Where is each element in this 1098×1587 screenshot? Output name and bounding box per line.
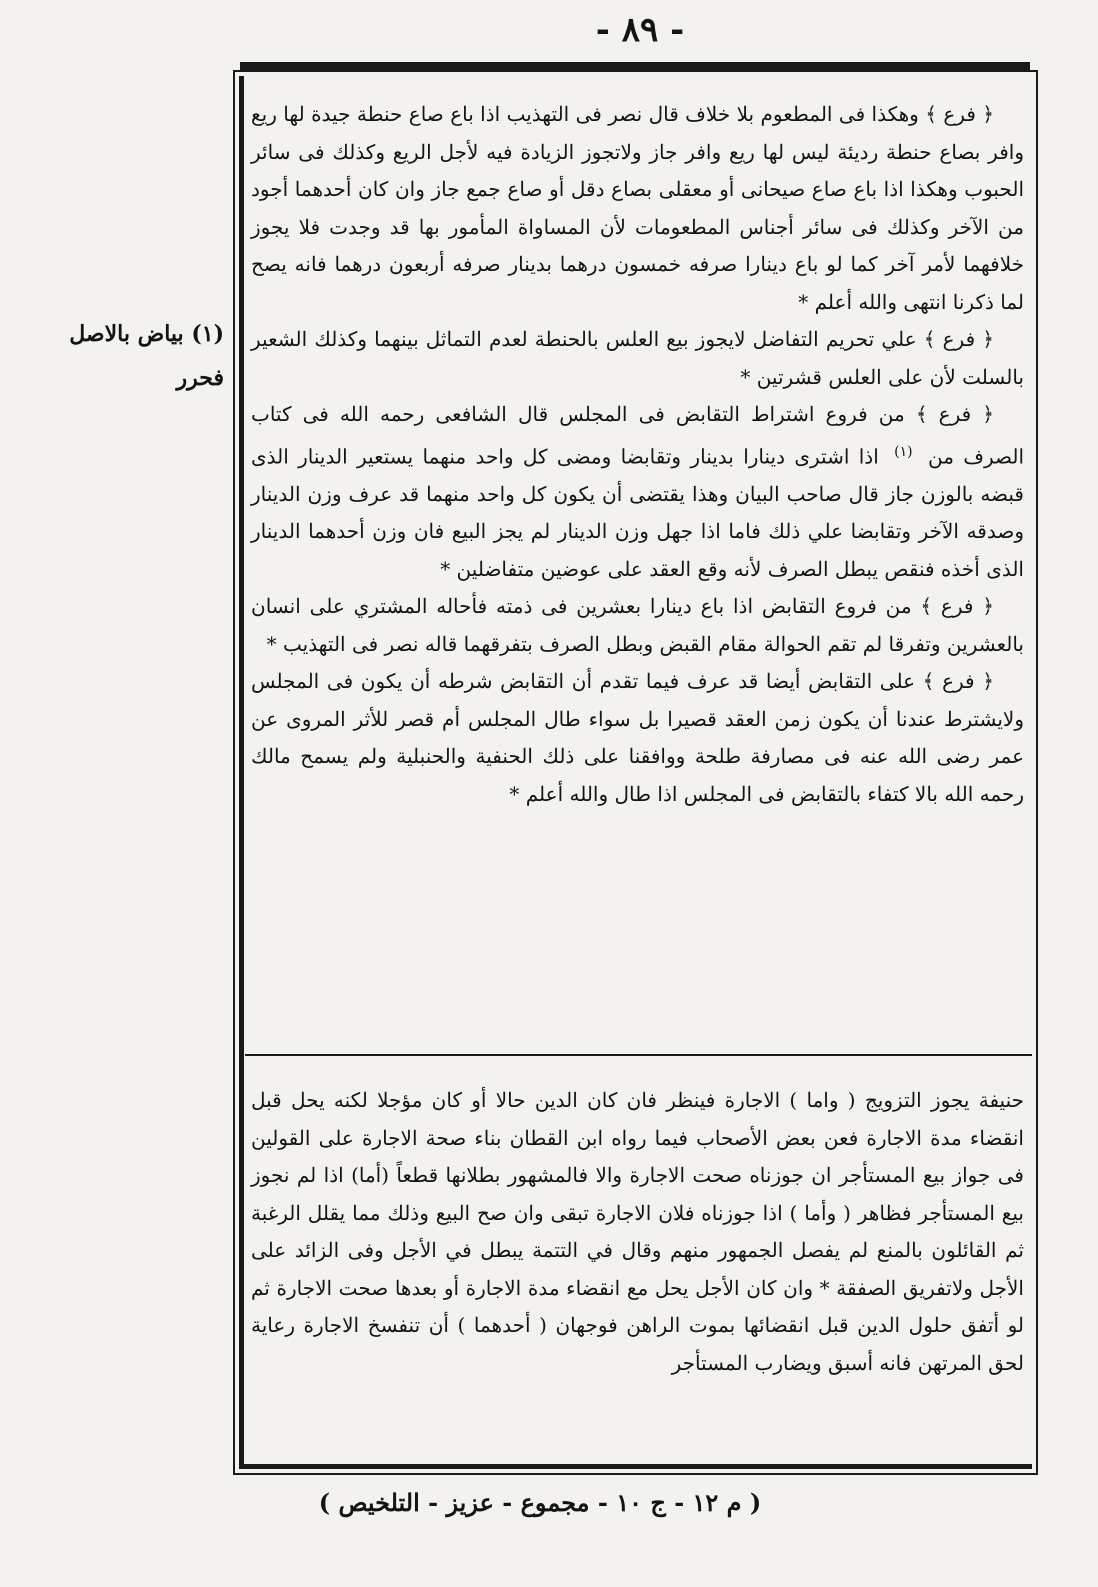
main-text bbox=[251, 96, 1024, 813]
paragraph: ﴿ فرع ﴾ علي تحريم التفاضل لايجوز بيع العلس بالحنطة لعدم التماثل بينهما وكذلك الشعير بالسلت لأن على العلس قشرتين * bbox=[251, 327, 1024, 389]
margin-note-line: فحرر bbox=[176, 365, 224, 391]
paragraph: ﴿ فرع ﴾ على التقابض أيضا قد عرف فيما تقدم أن التقابض شرطه أن يكون فى المجلس ولايشترط عندنا أن يكون زمن العقد قصيرا بل سواء طال المجلس أم قصر للأثر المروى عن عمر رضى الله عنه فى مصارفة طلحة ووافقنا على ذلك الحنفية والحنبلية ولم يسمح مالك رحمه الله بالا كتفاء بالتقابض فى المجلس اذا طال والله أعلم * bbox=[251, 669, 1024, 806]
paragraph: ﴿ فرع ﴾ وهكذا فى المطعوم بلا خلاف قال نصر فى التهذيب اذا باع صاع حنطة جيدة لها ريع وافر بصاع حنطة رديئة ليس لها ريع وافر جاز ولاتجوز الزيادة فيه لأجل الريع وكذلك فى سائر الحبوب وهكذا اذا باع صاع صيحانى أو معقلى بصاع دقل أو صاع جمع جاز وان كان أحدهما أجود من الآخر وكذلك فى سائر أجناس المطعومات لأن المساواة المأمور بها قد وجدت فلا يجوز خلافهما لأمر آخر كما لو باع دينارا صرفه خمسون درهما بدينار صرفه أربعون درهما فانه يصح لما ذكرنا انتهى والله أعلم * bbox=[251, 102, 1024, 314]
paragraph-text: ﴿ فرع ﴾ من فروع اشتراط التقابض فى المجلس قال الشافعى رحمه الله فى كتاب الصرف من bbox=[251, 402, 1025, 469]
paragraph: ﴿ فرع ﴾ من فروع التقابض اذا باع دينارا بعشرين فى ذمته فأحاله المشتري على انسان بالعشرين وتفرقا لم تقم الحوالة مقام القبض وبطل الصرف بتفرقهما قاله نصر فى التهذيب * bbox=[251, 594, 1024, 656]
page-frame bbox=[233, 70, 1038, 1475]
margin-note-line: (١) بياض بالاصل bbox=[69, 321, 224, 347]
footer-signature: ( م ١٢ - ج ١٠ - مجموع - عزيز - التلخيص ) bbox=[318, 1488, 762, 1517]
paragraph-text: اذا اشترى دينارا بدينار وتقابضا ومضى كل واحد منهما يستعير الدينار الذى قبضه بالوزن جاز قال صاحب البيان وهذا يقتضى أن يكون كل واحد منهما قد عرف وزن الدينار وصدقه الآخر وتقابضا علي ذلك فاما اذا جهل وزن الدينار لم يجز البيع فان وزن أحدهما الدينار الذى أخذه فنقص يبطل الصرف لأنه وقع العقد على عوضين متفاضلين * bbox=[251, 444, 1024, 581]
section-divider bbox=[245, 1054, 1032, 1056]
footnote-marker: (١) bbox=[894, 443, 913, 460]
margin-note bbox=[14, 312, 224, 400]
paragraph: حنيفة يجوز التزويج ( واما ) الاجارة فينظر فان كان الدين حالا أو كان مؤجلا لكنه يحل قبل انقضاء مدة الاجارة فعن بعض الأصحاب فيما رواه ابن القطان بناء صحة الاجارة على القولين فى جواز بيع المستأجر ان جوزناه صحت الاجارة والا فالمشهور بطلانها قطعاً (أما) اذا لم نجوز بيع المستأجر فظاهر ( وأما ) اذا جوزناه فلان الاجارة تبقى وان صح البيع وذلك مما يقلل الرغبة ثم القائلون بالمنع لم يفصل الجمهور منهم وقال في التتمة يبطل في الأجل وفى الزائد على الأجل ولاتفريق الصفقة * وان كان الأجل يحل مع انقضاء مدة الاجارة أو بعدها صحت الاجارة ثم لو أتفق حلول الدين قبل انقضائها بموت الراهن فوجهان ( أحدهما ) أن تنفسخ الاجارة رعاية لحق المرتهن فانه أسبق ويضارب المستأجر bbox=[251, 1088, 1024, 1375]
commentary-text bbox=[251, 1082, 1024, 1382]
page-number: - ٨٩ - bbox=[595, 10, 685, 50]
paragraph bbox=[251, 396, 1024, 588]
